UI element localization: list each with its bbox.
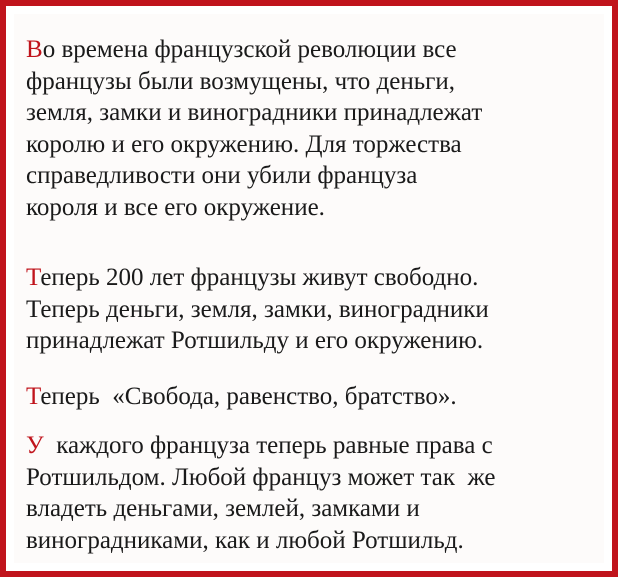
text-line: королю и его окружению. Для торжества (26, 130, 462, 158)
text-line: земля, замки и виноградники принадлежат (26, 99, 483, 126)
paragraph-200-years (26, 262, 489, 357)
text-line: справедливости они убили француза (26, 162, 418, 189)
text-panel (14, 14, 604, 563)
text-line: короля и все его окружение. (26, 193, 325, 221)
text-line: владеть деньгами, землей, замками и (26, 495, 420, 522)
text-line: Теперь 200 лет французы живут свободно. (26, 264, 479, 291)
text-line: У каждого француза теперь равные права с (26, 432, 493, 459)
text-line: принадлежат Ротшильду и его окружению. (26, 327, 484, 354)
paragraph-equal-rights (26, 430, 496, 556)
text-line: Теперь «Свобода, равенство, братство». (26, 383, 457, 410)
initial-letter: В (26, 36, 43, 63)
initial-letter: Т (26, 264, 41, 291)
paragraph-french-revolution (26, 34, 482, 223)
initial-letter: Т (26, 383, 41, 410)
text-line: Ротшильдом. Любой француз может так же (26, 463, 496, 491)
initial-letter: У (26, 432, 44, 459)
paragraph-motto (26, 381, 457, 413)
text-line: Теперь деньги, земля, замки, виноградники (26, 295, 489, 323)
text-line: французы были возмущены, что деньги, (26, 67, 455, 95)
text-line: Во времена французской революции все (26, 36, 457, 63)
text-line: виноградниками, как и любой Ротшильд. (26, 526, 464, 554)
